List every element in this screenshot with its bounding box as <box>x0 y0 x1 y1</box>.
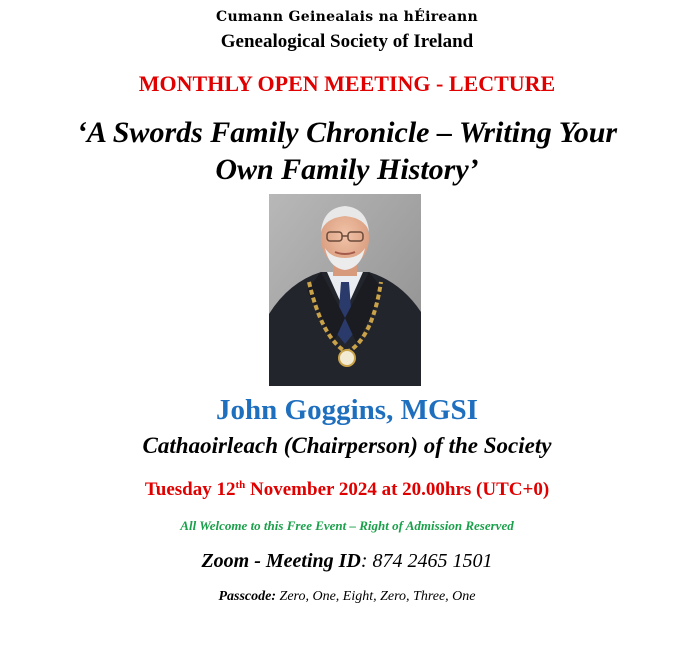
event-date-rest: November 2024 at 20.00hrs (UTC+0) <box>245 479 550 500</box>
speaker-photo <box>269 194 421 386</box>
event-day: Tuesday 12 <box>144 479 236 500</box>
speaker-role: Cathaoirleach (Chairperson) of the Society <box>142 433 552 458</box>
meeting-type-heading: MONTHLY OPEN MEETING - LECTURE <box>138 71 556 96</box>
zoom-label: Zoom - Meeting ID <box>201 550 361 572</box>
lecture-title-line-2: Own Family History’ <box>215 153 479 186</box>
zoom-separator: : <box>360 550 373 572</box>
event-date-time <box>0 479 694 501</box>
zoom-meeting-info <box>0 550 694 573</box>
welcome-notice: All Welcome to this Free Event – Right of Admission Reserved <box>180 518 514 533</box>
passcode-value: Zero, One, Eight, Zero, Three, One <box>276 589 476 604</box>
lecture-title <box>30 114 664 188</box>
society-irish-name: Cumann Geinealais na hÉireann <box>216 9 478 25</box>
speaker-name: John Goggins, MGSI <box>216 394 478 426</box>
zoom-passcode <box>0 589 694 605</box>
passcode-label: Passcode: <box>218 589 277 604</box>
day-ordinal-suffix: th <box>235 479 246 491</box>
lecture-title-line-1: ‘A Swords Family Chronicle – Writing Your <box>76 116 618 149</box>
zoom-meeting-id: 874 2465 1501 <box>372 550 493 572</box>
speaker-portrait-illustration <box>269 194 421 386</box>
society-name: Genealogical Society of Ireland <box>220 31 474 52</box>
